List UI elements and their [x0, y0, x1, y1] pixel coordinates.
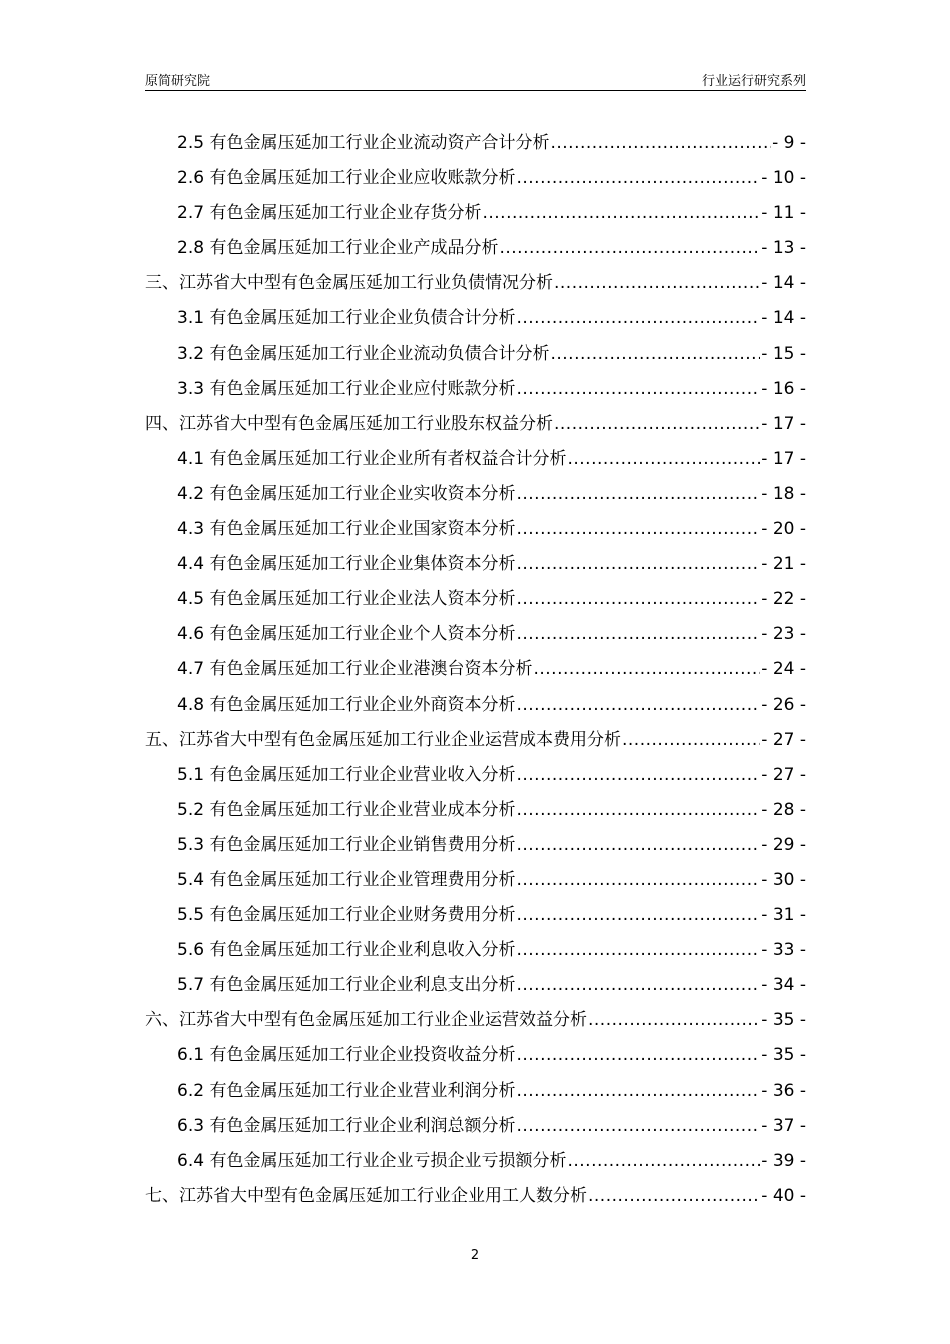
toc-section-entry[interactable] — [145, 900, 806, 935]
toc-entry-page: - 20 - — [761, 519, 806, 540]
toc-section-entry[interactable] — [145, 514, 806, 549]
toc-entry-title: 5.7 有色金属压延加工行业企业利息支出分析 — [177, 975, 516, 996]
toc-dot-leader — [516, 765, 760, 785]
toc-section-entry[interactable] — [145, 690, 806, 725]
toc-dot-leader — [516, 1081, 760, 1101]
toc-section-entry[interactable] — [145, 1146, 806, 1181]
toc-section-entry[interactable] — [145, 584, 806, 619]
toc-entry-page: - 11 - — [761, 203, 806, 224]
toc-entry-title: 4.6 有色金属压延加工行业企业个人资本分析 — [177, 624, 516, 645]
toc-entry-page: - 37 - — [761, 1115, 806, 1136]
toc-entry-title: 2.7 有色金属压延加工行业企业存货分析 — [177, 203, 482, 224]
toc-section-entry[interactable] — [145, 163, 806, 198]
toc-dot-leader — [516, 835, 760, 855]
toc-dot-leader — [622, 730, 760, 750]
toc-dot-leader — [516, 870, 760, 890]
toc-entry-title: 4.2 有色金属压延加工行业企业实收资本分析 — [177, 483, 516, 504]
toc-entry-page: - 21 - — [761, 554, 806, 575]
toc-entry-title: 七、江苏省大中型有色金属压延加工行业企业用工人数分析 — [145, 1185, 587, 1206]
toc-entry-title: 六、江苏省大中型有色金属压延加工行业企业运营效益分析 — [145, 1010, 587, 1031]
toc-entry-page: - 9 - — [772, 133, 806, 153]
toc-section-entry[interactable] — [145, 549, 806, 584]
toc-section-entry[interactable] — [145, 760, 806, 795]
toc-dot-leader — [550, 344, 760, 364]
toc-dot-leader — [550, 133, 771, 153]
toc-dot-leader — [516, 800, 760, 820]
toc-entry-title: 5.1 有色金属压延加工行业企业营业收入分析 — [177, 764, 516, 785]
toc-entry-page: - 29 - — [761, 834, 806, 855]
toc-dot-leader — [516, 1116, 760, 1136]
toc-dot-leader — [516, 975, 760, 995]
toc-entry-title: 2.8 有色金属压延加工行业企业产成品分析 — [177, 238, 499, 259]
toc-entry-title: 5.2 有色金属压延加工行业企业营业成本分析 — [177, 799, 516, 820]
toc-entry-page: - 36 - — [761, 1080, 806, 1101]
toc-entry-title: 2.6 有色金属压延加工行业企业应收账款分析 — [177, 168, 516, 189]
toc-entry-title: 6.1 有色金属压延加工行业企业投资收益分析 — [177, 1045, 516, 1066]
header-series-title: 行业运行研究系列 — [701, 74, 806, 89]
toc-dot-leader — [499, 238, 760, 258]
toc-entry-page: - 34 - — [761, 975, 806, 996]
page-header — [145, 64, 806, 91]
toc-entry-page: - 35 - — [761, 1045, 806, 1066]
toc-dot-leader — [516, 624, 760, 644]
toc-dot-leader — [516, 308, 760, 328]
toc-entry-page: - 30 - — [761, 869, 806, 890]
toc-entry-title: 4.7 有色金属压延加工行业企业港澳台资本分析 — [177, 659, 533, 680]
toc-entry-title: 6.2 有色金属压延加工行业企业营业利润分析 — [177, 1080, 516, 1101]
toc-entry-page: - 23 - — [761, 624, 806, 645]
toc-section-entry[interactable] — [145, 374, 806, 409]
toc-entry-title: 4.5 有色金属压延加工行业企业法人资本分析 — [177, 589, 516, 610]
toc-section-entry[interactable] — [145, 1111, 806, 1146]
toc-dot-leader — [516, 905, 760, 925]
toc-section-entry[interactable] — [145, 619, 806, 654]
toc-section-entry[interactable] — [145, 479, 806, 514]
toc-entry-page: - 33 - — [761, 940, 806, 961]
toc-entry-page: - 27 - — [761, 764, 806, 785]
toc-entry-page: - 14 - — [761, 273, 806, 294]
toc-section-entry[interactable] — [145, 303, 806, 338]
toc-dot-leader — [516, 940, 760, 960]
toc-section-entry[interactable] — [145, 233, 806, 268]
toc-entry-title: 四、江苏省大中型有色金属压延加工行业股东权益分析 — [145, 413, 553, 434]
toc-entry-title: 2.5 有色金属压延加工行业企业流动资产合计分析 — [177, 133, 550, 153]
toc-entry-title: 3.1 有色金属压延加工行业企业负债合计分析 — [177, 308, 516, 329]
toc-entry-title: 6.4 有色金属压延加工行业企业亏损企业亏损额分析 — [177, 1150, 567, 1171]
toc-chapter-entry[interactable] — [145, 268, 806, 303]
toc-entry-title: 4.3 有色金属压延加工行业企业国家资本分析 — [177, 519, 516, 540]
toc-dot-leader — [516, 484, 760, 504]
toc-dot-leader — [588, 1010, 760, 1030]
toc-entry-title: 三、江苏省大中型有色金属压延加工行业负债情况分析 — [145, 273, 553, 294]
toc-entry-page: - 31 - — [761, 905, 806, 926]
toc-section-entry[interactable] — [145, 1076, 806, 1111]
toc-entry-title: 4.8 有色金属压延加工行业企业外商资本分析 — [177, 694, 516, 715]
toc-dot-leader — [516, 519, 760, 539]
toc-dot-leader — [516, 554, 760, 574]
toc-entry-page: - 35 - — [761, 1010, 806, 1031]
toc-section-entry[interactable] — [145, 935, 806, 970]
toc-dot-leader — [567, 1151, 760, 1171]
toc-entry-page: - 39 - — [761, 1150, 806, 1171]
toc-section-entry[interactable] — [145, 1040, 806, 1075]
table-of-contents — [145, 128, 806, 1216]
toc-dot-leader — [516, 168, 760, 188]
toc-section-entry[interactable] — [145, 444, 806, 479]
toc-entry-title: 5.3 有色金属压延加工行业企业销售费用分析 — [177, 834, 516, 855]
toc-entry-page: - 27 - — [761, 729, 806, 750]
toc-entry-title: 五、江苏省大中型有色金属压延加工行业企业运营成本费用分析 — [145, 729, 621, 750]
toc-entry-page: - 17 - — [761, 413, 806, 434]
toc-entry-title: 5.5 有色金属压延加工行业企业财务费用分析 — [177, 905, 516, 926]
toc-section-entry[interactable] — [145, 198, 806, 233]
toc-entry-title: 6.3 有色金属压延加工行业企业利润总额分析 — [177, 1115, 516, 1136]
toc-chapter-entry[interactable] — [145, 725, 806, 760]
toc-entry-title: 3.3 有色金属压延加工行业企业应付账款分析 — [177, 378, 516, 399]
toc-chapter-entry[interactable] — [145, 1005, 806, 1040]
toc-entry-page: - 28 - — [761, 799, 806, 820]
toc-dot-leader — [516, 379, 760, 399]
toc-dot-leader — [554, 414, 760, 434]
toc-entry-page: - 24 - — [761, 659, 806, 680]
toc-entry-page: - 26 - — [761, 694, 806, 715]
toc-section-entry[interactable] — [145, 654, 806, 689]
toc-entry-page: - 17 - — [761, 448, 806, 469]
toc-dot-leader — [482, 203, 760, 223]
toc-entry-page: - 14 - — [761, 308, 806, 329]
toc-entry-page: - 15 - — [761, 343, 806, 364]
toc-entry-title: 3.2 有色金属压延加工行业企业流动负债合计分析 — [177, 343, 550, 364]
page-number: 2 — [470, 1248, 480, 1263]
toc-section-entry[interactable] — [145, 795, 806, 830]
toc-chapter-entry[interactable] — [145, 409, 806, 444]
toc-section-entry[interactable] — [145, 830, 806, 865]
toc-entry-page: - 16 - — [761, 378, 806, 399]
toc-entry-title: 4.1 有色金属压延加工行业企业所有者权益合计分析 — [177, 448, 567, 469]
toc-entry-page: - 22 - — [761, 589, 806, 610]
toc-dot-leader — [516, 1045, 760, 1065]
toc-entry-page: - 10 - — [761, 168, 806, 189]
toc-dot-leader — [516, 589, 760, 609]
toc-entry-page: - 18 - — [761, 483, 806, 504]
toc-entry-title: 4.4 有色金属压延加工行业企业集体资本分析 — [177, 554, 516, 575]
header-publisher: 原简研究院 — [145, 74, 211, 89]
toc-dot-leader — [588, 1186, 760, 1206]
toc-entry-page: - 40 - — [761, 1185, 806, 1206]
toc-section-entry[interactable] — [145, 970, 806, 1005]
toc-entry-title: 5.4 有色金属压延加工行业企业管理费用分析 — [177, 869, 516, 890]
toc-dot-leader — [533, 659, 760, 679]
toc-section-entry[interactable] — [145, 865, 806, 900]
toc-chapter-entry[interactable] — [145, 1181, 806, 1216]
toc-section-entry[interactable] — [145, 128, 806, 163]
toc-dot-leader — [516, 695, 760, 715]
toc-dot-leader — [567, 449, 760, 469]
toc-entry-page: - 13 - — [761, 238, 806, 259]
toc-section-entry[interactable] — [145, 339, 806, 374]
toc-entry-title: 5.6 有色金属压延加工行业企业利息收入分析 — [177, 940, 516, 961]
toc-dot-leader — [554, 273, 760, 293]
